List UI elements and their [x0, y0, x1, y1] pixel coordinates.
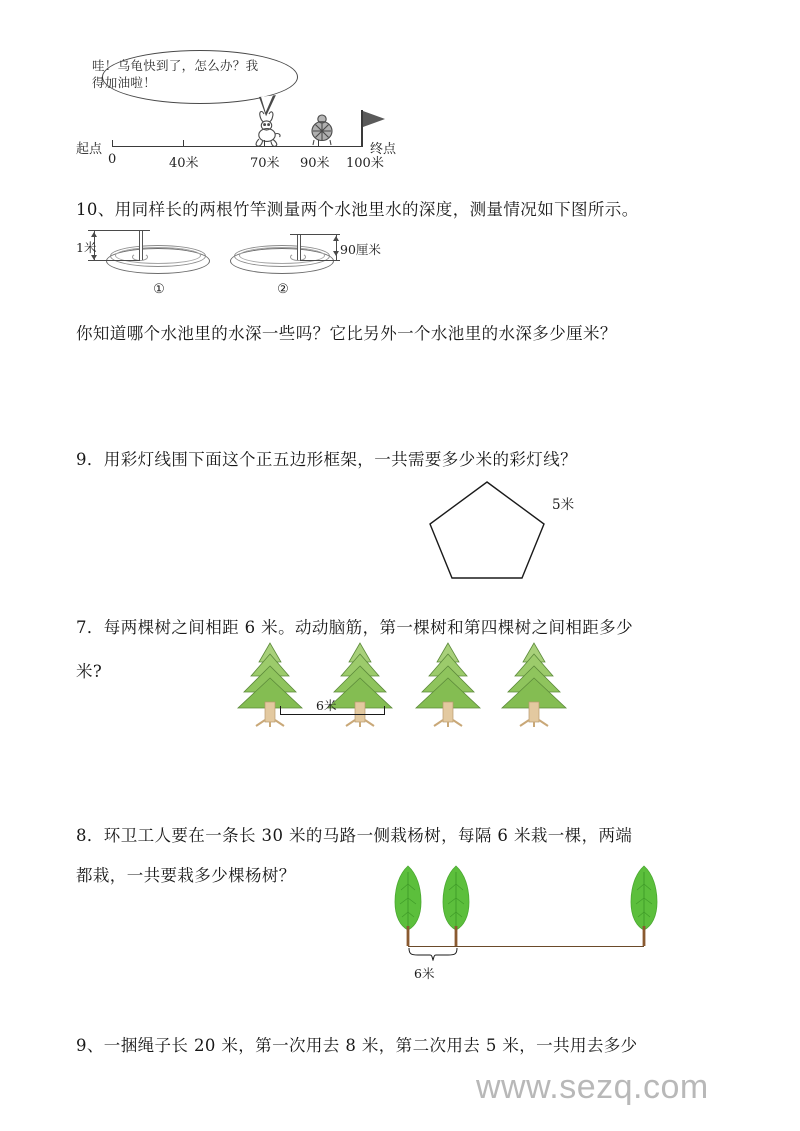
pool-1-index: ①	[153, 282, 165, 297]
question-9-pentagon-text: 9．用彩灯线围下面这个正五边形框架，一共需要多少米的彩灯线？	[76, 450, 577, 469]
pool-1-arrow-up	[91, 232, 97, 237]
pine-spacing-cap-right	[384, 706, 385, 715]
axis-label-70: 70米	[250, 156, 280, 171]
race-illustration	[78, 48, 398, 178]
pine-spacing-cap-left	[280, 706, 281, 715]
axis-tick-40	[183, 140, 184, 147]
pool-2-rim-inner	[239, 247, 325, 264]
poplar-tree-1	[390, 864, 426, 946]
rabbit-icon	[250, 110, 286, 148]
poplar-tree-3	[626, 864, 662, 946]
pine-trees-figure	[232, 640, 572, 740]
question-7-line1: 7．每两棵树之间相距 6 米。动动脑筋，第一棵树和第四棵树之间相距多少	[76, 618, 633, 637]
pentagon-side-label: 5米	[552, 497, 575, 513]
pentagon-figure	[424, 478, 604, 582]
poplar-spacing-brace	[408, 946, 458, 960]
pine-spacing-line	[280, 714, 384, 715]
pine-tree-3	[410, 640, 486, 728]
pool-2-dim-bottom	[300, 260, 340, 261]
pool-2-index: ②	[277, 282, 289, 297]
pool-1-bamboo-pole	[139, 230, 143, 260]
finish-flag-icon	[363, 111, 385, 127]
poplar-tree-2	[438, 864, 474, 946]
question-10-followup: 你知道哪个水池里的水深一些吗？它比另外一个水池里的水深多少厘米？	[76, 324, 617, 343]
pool-2-arrow-down	[333, 251, 339, 256]
axis-label-0: 0	[108, 152, 117, 167]
race-axis-line	[112, 146, 362, 147]
question-8-line2: 都栽，一共要栽多少棵杨树？	[76, 866, 296, 885]
question-8-line1: 8．环卫工人要在一条长 30 米的马路一侧栽杨树，每隔 6 米栽一棵，两端	[76, 826, 633, 845]
axis-label-40: 40米	[169, 156, 199, 171]
axis-tick-70	[264, 140, 265, 147]
question-10-text: 10、用同样长的两根竹竿测量两个水池里水的深度，测量情况如下图所示。	[76, 200, 639, 219]
tortoise-icon	[306, 114, 338, 147]
pine-spacing-label: 6米	[316, 698, 337, 713]
pool-1	[106, 244, 210, 278]
pool-2	[230, 244, 334, 278]
race-start-label: 起点	[76, 142, 103, 157]
pool-1-dim-top	[88, 230, 150, 231]
axis-tick-90	[318, 140, 319, 147]
poplar-trees-figure	[374, 864, 674, 984]
pool-2-arrow-up	[333, 236, 339, 241]
axis-label-100: 100米	[346, 156, 384, 171]
poplar-spacing-label: 6米	[414, 966, 435, 981]
axis-tick-0	[112, 140, 113, 147]
race-finish-label: 终点	[370, 142, 397, 157]
site-watermark: www.sezq.com	[476, 1068, 709, 1106]
pool-2-dim-top	[290, 234, 340, 235]
pool-1-measurement: 1米	[76, 240, 97, 255]
pool-2-measurement: 90厘米	[340, 242, 381, 257]
pool-1-rim-inner	[115, 247, 201, 264]
pool-1-dim-bottom	[88, 260, 140, 261]
speech-bubble-text: 哇！乌龟快到了，怎么办？我得加油啦！	[92, 58, 259, 90]
pools-diagram	[76, 232, 381, 304]
question-9-rope-text: 9、一捆绳子长 20 米，第一次用去 8 米，第二次用去 5 米，一共用去多少	[76, 1036, 638, 1055]
pine-tree-4	[496, 640, 572, 728]
axis-label-90: 90米	[300, 156, 330, 171]
pentagon-shape	[428, 480, 546, 580]
question-7-line2: 米?	[76, 662, 103, 681]
pool-2-bamboo-pole	[297, 234, 301, 260]
